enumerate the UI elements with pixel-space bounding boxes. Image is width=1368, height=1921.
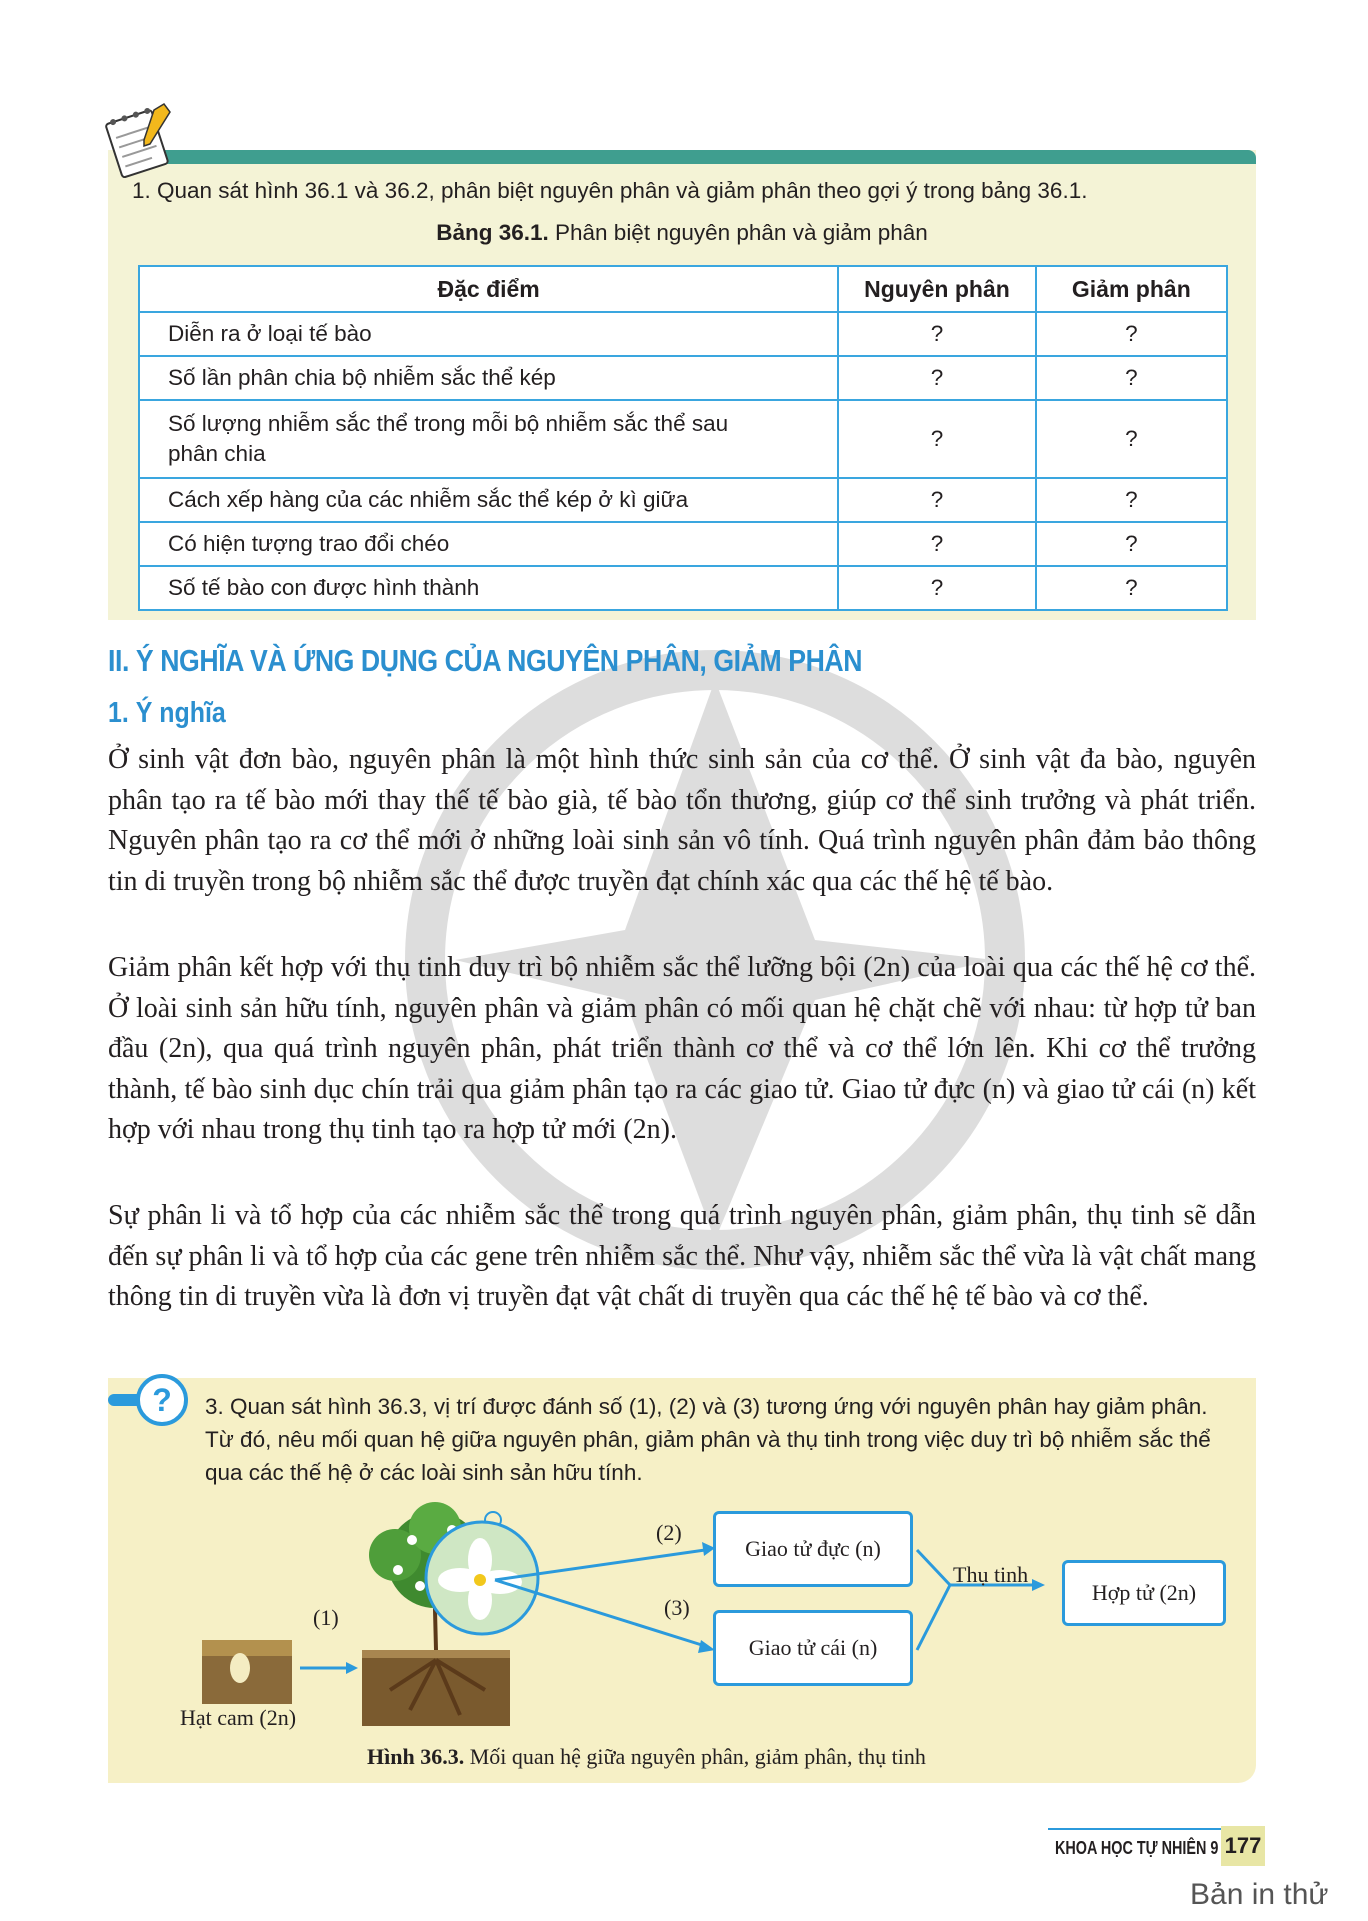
label-3: (3) — [664, 1595, 690, 1620]
header-mitosis: Nguyên phân — [838, 266, 1035, 312]
print-proof-mark: Bản in thử — [1190, 1878, 1329, 1911]
row-mitosis-cell: ? — [838, 478, 1035, 522]
question-icon — [108, 1370, 192, 1430]
table-row — [139, 400, 1227, 478]
row-mitosis-cell: ? — [838, 356, 1035, 400]
row-feature: Cách xếp hàng của các nhiễm sắc thể kép ở kì giữa — [139, 478, 838, 522]
figure-caption-text: Mối quan hệ giữa nguyên phân, giảm phân, thụ tinh — [464, 1744, 926, 1769]
footer-book-title: KHOA HỌC TỰ NHIÊN 9 — [1055, 1838, 1219, 1858]
section-heading: II. Ý NGHĨA VÀ ỨNG DỤNG CỦA NGUYÊN PHÂN, GIẢM PHÂN — [108, 643, 863, 678]
seed-label: Hạt cam (2n) — [180, 1705, 297, 1730]
svg-text:?: ? — [152, 1382, 172, 1418]
label-1: (1) — [313, 1605, 339, 1630]
female-gamete-box: Giao tử cái (n) — [713, 1610, 913, 1686]
row-meiosis-cell: ? — [1036, 566, 1227, 610]
row-mitosis-cell: ? — [838, 522, 1035, 566]
table-row — [139, 522, 1227, 566]
row-meiosis-cell: ? — [1036, 356, 1227, 400]
header-meiosis: Giảm phân — [1036, 266, 1227, 312]
row-feature: Có hiện tượng trao đổi chéo — [139, 522, 838, 566]
row-meiosis-cell: ? — [1036, 478, 1227, 522]
row-mitosis-cell: ? — [838, 566, 1035, 610]
row-feature: Số lần phân chia bộ nhiễm sắc thể kép — [139, 356, 838, 400]
body-paragraph-3: Sự phân li và tổ hợp của các nhiễm sắc thể trong quá trình nguyên phân, giảm phân, thụ tinh sẽ dẫn đến sự phân li và tổ hợp của các gene trên nhiễm sắc thể. Như vậy, nhiễm sắc thể vừa là vật chất mang thông tin di truyền vừa là đơn vị truyền đạt vật chất di truyền qua các thế hệ tế bào và cơ thể. — [108, 1200, 1256, 1312]
activity-3-question: 3. Quan sát hình 36.3, vị trí được đánh số (1), (2) và (3) tương ứng với nguyên phân hay giảm phân. Từ đó, nêu mối quan hệ giữa nguyên phân, giảm phân và thụ tinh trong việc duy trì bộ nhiễm sắc thể qua các thế hệ ở các loài sinh sản hữu tính. — [205, 1394, 1211, 1485]
seed-icon — [230, 1653, 250, 1683]
activity-1-question: 1. Quan sát hình 36.1 và 36.2, phân biệt nguyên phân và giảm phân theo gợi ý trong bảng 36.1. — [132, 178, 1088, 203]
table-caption — [108, 220, 1256, 246]
male-gamete-box: Giao tử đực (n) — [713, 1511, 913, 1587]
header-feature: Đặc điểm — [139, 266, 838, 312]
table-row — [139, 478, 1227, 522]
row-meiosis-cell: ? — [1036, 312, 1227, 356]
table-caption-text: Phân biệt nguyên phân và giảm phân — [548, 220, 928, 245]
row-meiosis-cell: ? — [1036, 522, 1227, 566]
table-row — [139, 356, 1227, 400]
body-paragraph-1: Ở sinh vật đơn bào, nguyên phân là một hình thức sinh sản của cơ thể. Ở sinh vật đa bào, nguyên phân tạo ra tế bào mới thay thế tế bào già, tế bào tổn thương, giúp cơ thể sinh trưởng và phát triển. Nguyên phân tạo ra cơ thể mới ở những loài sinh sản vô tính. Quá trình nguyên phân đảm bảo thông tin di truyền trong bộ nhiễm sắc thể được truyền đạt chính xác qua các thế hệ tế bào. — [108, 744, 1256, 897]
activity-box-1-header-bar — [160, 150, 1256, 164]
body-paragraph-2: Giảm phân kết hợp với thụ tinh duy trì bộ nhiễm sắc thể lưỡng bội (2n) của loài qua các thế hệ cơ thể. Ở loài sinh sản hữu tính, nguyên phân và giảm phân có mối quan hệ chặt chẽ với nhau: từ hợp tử ban đầu (2n), qua quá trình nguyên phân, phát triển thành cơ thể và cơ thể lớn lên. Khi cơ thể trưởng thành, tế bào sinh dục chín trải qua giảm phân tạo ra các giao tử. Giao tử đực (n) và giao tử cái (n) kết hợp với nhau trong thụ tinh tạo ra hợp tử mới (2n). — [108, 952, 1256, 1145]
table-header-row — [139, 266, 1227, 312]
row-meiosis-cell: ? — [1036, 400, 1227, 478]
table-row — [139, 312, 1227, 356]
row-mitosis-cell: ? — [838, 400, 1035, 478]
row-feature: Diễn ra ở loại tế bào — [139, 312, 838, 356]
row-feature: Số lượng nhiễm sắc thể trong mỗi bộ nhiễm sắc thể sau phân chia — [139, 400, 838, 478]
footer-rule — [1048, 1828, 1228, 1830]
label-2: (2) — [656, 1520, 682, 1545]
row-mitosis-cell: ? — [838, 312, 1035, 356]
page-number: 177 — [1221, 1826, 1265, 1866]
subsection-heading: 1. Ý nghĩa — [108, 697, 226, 729]
table-caption-label: Bảng 36.1. — [436, 220, 549, 245]
comparison-table — [138, 265, 1228, 611]
row-feature: Số tế bào con được hình thành — [139, 566, 838, 610]
figure-caption — [367, 1744, 926, 1770]
fertilization-label: Thụ tinh — [953, 1562, 1029, 1587]
table-row — [139, 566, 1227, 610]
zygote-box: Hợp tử (2n) — [1062, 1560, 1226, 1626]
figure-caption-label: Hình 36.3. — [367, 1744, 465, 1769]
notepad-pencil-icon — [104, 100, 180, 180]
